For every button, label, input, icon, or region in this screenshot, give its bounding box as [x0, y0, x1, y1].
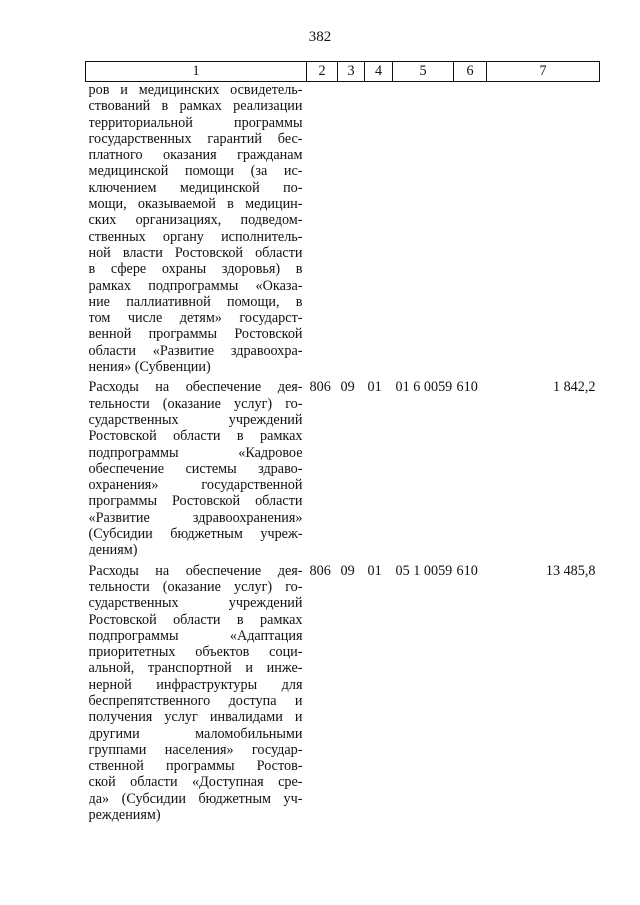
description-line: сударственных учреждений — [88, 595, 303, 612]
amount-cell — [487, 82, 600, 376]
description-line: государственных гарантий бес- — [88, 130, 303, 147]
description-line: (Субсидии бюджетным учреж- — [88, 526, 303, 543]
description-line: территориальной программы — [88, 114, 303, 131]
description-line: Ростовской области в рамках — [88, 611, 303, 628]
table-body — [86, 82, 600, 824]
ministry-code-cell: 806 — [309, 379, 331, 396]
description-line: ственных органу исполнитель- — [88, 228, 303, 245]
header-col-4: 4 — [365, 62, 393, 82]
amount-cell: 13 485,8 — [545, 562, 596, 579]
description-line: Расходы на обеспечение дея- — [88, 562, 303, 579]
description-line: сударственных учреждений — [88, 411, 303, 428]
target-article-cell: 05 1 0059 — [395, 562, 453, 579]
description-line: подпрограммы «Кадровое — [88, 444, 303, 461]
description-cell — [86, 82, 307, 376]
description-line: ственной программы Ростов- — [88, 758, 303, 775]
description-line: ствований в рамках реализации — [88, 98, 303, 115]
description-line: том числе детям» государст- — [88, 310, 303, 327]
section-code-cell — [338, 82, 365, 376]
description-line: Расходы на обеспечение дея- — [88, 379, 303, 396]
section-code-cell: 09 — [340, 379, 355, 396]
description-line: ров и медицинских освидетель- — [88, 82, 303, 98]
description-line: мощи, оказываемой в медицин- — [88, 196, 303, 213]
header-col-5: 5 — [393, 62, 454, 82]
description-line: реждениям) — [88, 807, 161, 824]
subsection-code-cell: 01 — [367, 379, 382, 396]
description-line: ной власти Ростовской области — [88, 244, 303, 261]
description-line: да» (Субсидии бюджетным уч- — [88, 790, 303, 807]
header-col-2: 2 — [307, 62, 338, 82]
expense-type-cell: 610 — [456, 379, 478, 396]
description-line: охранения» государственной — [88, 477, 303, 494]
description-line: рамках подпрограммы «Оказа- — [88, 277, 303, 294]
table-row — [86, 563, 600, 824]
description-cell — [86, 563, 307, 824]
header-col-3: 3 — [338, 62, 365, 82]
ministry-code-cell: 806 — [309, 562, 331, 579]
header-col-1: 1 — [86, 62, 307, 82]
header-col-6: 6 — [454, 62, 487, 82]
description-line: подпрограммы «Адаптация — [88, 627, 303, 644]
table-header — [86, 62, 600, 82]
target-article-cell: 01 6 0059 — [395, 379, 453, 396]
description-line: приоритетных объектов соци- — [88, 644, 303, 661]
description-line: области «Развитие здравоохра- — [88, 342, 303, 359]
section-code-cell: 09 — [340, 562, 355, 579]
description-line: венной программы Ростовской — [88, 326, 303, 343]
description-line: тельности (оказание услуг) го- — [88, 578, 303, 595]
description-line: беспрепятственного доступа и — [88, 692, 303, 709]
description-line: «Развитие здравоохранения» — [88, 509, 303, 526]
target-article-cell — [393, 82, 454, 376]
budget-table — [85, 61, 600, 823]
description-line: обеспечение системы здраво- — [88, 460, 303, 477]
description-line: получения услуг инвалидами и — [88, 709, 303, 726]
description-line: нерной инфраструктуры для — [88, 676, 303, 693]
description-line: тельности (оказание услуг) го- — [88, 395, 303, 412]
description-cell — [86, 379, 307, 558]
subsection-code-cell: 01 — [367, 562, 382, 579]
description-line: альной, транспортной и инже- — [88, 660, 303, 677]
description-line: платного оказания гражданам — [88, 147, 303, 164]
header-row — [86, 62, 600, 82]
description-line: ских организациях, подведом- — [88, 212, 303, 229]
description-line: другими маломобильными — [88, 725, 303, 742]
description-line: ключением медицинской по- — [88, 179, 303, 196]
description-line: нения» (Субвенции) — [88, 359, 211, 376]
expense-type-cell: 610 — [456, 562, 478, 579]
page-number: 382 — [308, 29, 332, 45]
ministry-code-cell — [307, 82, 338, 376]
description-line: группами населения» государ- — [88, 741, 303, 758]
description-line: медицинской помощи (за ис- — [88, 163, 303, 180]
description-line: Ростовской области в рамках — [88, 428, 303, 445]
description-line: программы Ростовской области — [88, 493, 303, 510]
table-row — [86, 379, 600, 558]
subsection-code-cell — [365, 82, 393, 376]
description-line: ской области «Доступная сре- — [88, 774, 303, 791]
description-line: дениям) — [88, 542, 138, 559]
table-row — [86, 82, 600, 376]
expense-type-cell — [454, 82, 487, 376]
amount-cell: 1 842,2 — [552, 379, 596, 396]
description-line: ние паллиативной помощи, в — [88, 293, 303, 310]
description-line: в сфере охраны здоровья) в — [88, 261, 303, 278]
header-col-7: 7 — [487, 62, 600, 82]
